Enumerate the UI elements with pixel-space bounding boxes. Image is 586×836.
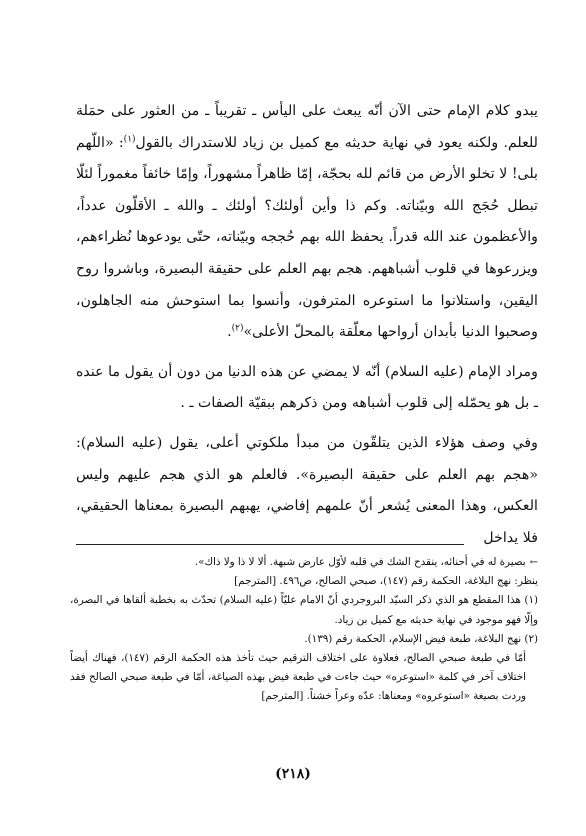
- paragraph-1-text-a: يبدو كلام الإمام حتى الآن أنّه يبعث على اليأس ـ تقريباً ـ من العثور على حمَلة للعلم. ولكنه يعود في نهاية حديثه مع كميل بن زياد للاستدراك بالقول: [76, 103, 538, 151]
- footnote-continuation-text: بصيرة له في أحنائه، ينقدح الشك في قلبه لأوّل عارض شبهة. ألا لا ذا ولا ذاك».: [194, 556, 526, 568]
- page-number: (٢١٨): [275, 766, 311, 782]
- footnote-2-text: نهج البلاغة، طبعة فيض الإسلام، الحكمة رقم (١٣٩).: [304, 632, 522, 645]
- footnote-continuation-source: ينظر: نهج البلاغة، الحكمة رقم (١٤٧)، صبحي الصالح، ص٤٩٦. [المترجم]: [234, 575, 538, 588]
- footnote-ref-2: (٢): [231, 323, 244, 334]
- footnote-ref-1: (١): [123, 133, 136, 144]
- footnote-2-extra: أمّا في طبعة صبحي الصالح، فعلاوة على اختلاف الترقيم حيث تأخذ هذه الحكمة الرقم (١٤٧)، فهناك أيضاً اختلاف آخر في كلمة «استوعره» حيث جاءت في طبعة فيض بهذه الصياغة، أمّا في طبعة صبحي الصالح فقد وردت بصيغة «استوعروه» ومعناها: عدّه وعراً خشناً. [المترجم]: [70, 652, 526, 703]
- paragraph-1: [76, 96, 538, 349]
- footnote-1-number: (١): [524, 594, 538, 607]
- footnote-2: [70, 630, 538, 649]
- footnote-1-text: هذا المقطع هو الذي ذكر السيّد البروجردي أنّ الامام عليّاً (عليه السلام) تحدّث به بخطبة ألقاها في البصرة، وإلّا فهو موجود في نهاية حديثه مع كميل بن زياد.: [70, 594, 538, 626]
- paragraph-2: ومراد الإمام (عليه السلام) أنّه لا يمضي عن هذه الدنيا من دون أن يقول ما عنده ـ بل هو يحمّله إلى قلوب أشباهه ومن ذكرهم ببقيّة الصفات ـ .: [76, 363, 538, 412]
- paragraph-1-text-c: .: [227, 324, 232, 341]
- continuation-arrow-icon: ←: [529, 557, 538, 568]
- footnote-continuation: [70, 553, 538, 572]
- paragraph-1-text-b: : «اللّهم بلى! لا تخلو الأرض من قائم لله بحجّة، إمّا ظاهراً مشهوراً، وإمّا خائفاً مغموراً لئلّا تبطل حُجَج الله وبيّناته. وكم ذا وأين أولئك؟ أولئك ـ والله ـ الأقلّون عدداً، والأعظمون عند الله قدراً. يحفظ الله بهم حُججه وبيّناته، حتّى يودعوها نُظراءهم، ويزرعوها في قلوب أشباههم. هجم بهم العلم على حقيقة البصيرة، وباشروا روح اليقين، واستلانوا ما استوعره المترفون، وأنسوا بما استوحش منه الجاهلون، وصحبوا الدنيا بأبدان أرواحها معلّقة بالمحلّ الأعلى»: [76, 134, 538, 341]
- paragraph-3: وفي وصف هؤلاء الذين يتلقّون من مبدأ ملكوتي أعلى، يقول (عليه السلام): «هجم بهم العلم على حقيقة البصيرة». فالعلم هو الذي هجم عليهم وليس العكس، وهذا المعنى يُشعر أنّ علمهم إفاضي، يهبهم البصيرة بمعناها الحقيقي، فلا يداخل: [76, 434, 538, 546]
- main-text: [76, 96, 538, 554]
- footnotes: [70, 553, 538, 707]
- footnote-separator: [76, 544, 464, 545]
- footnote-1: [70, 591, 538, 629]
- footnote-2-number: (٢): [524, 632, 538, 645]
